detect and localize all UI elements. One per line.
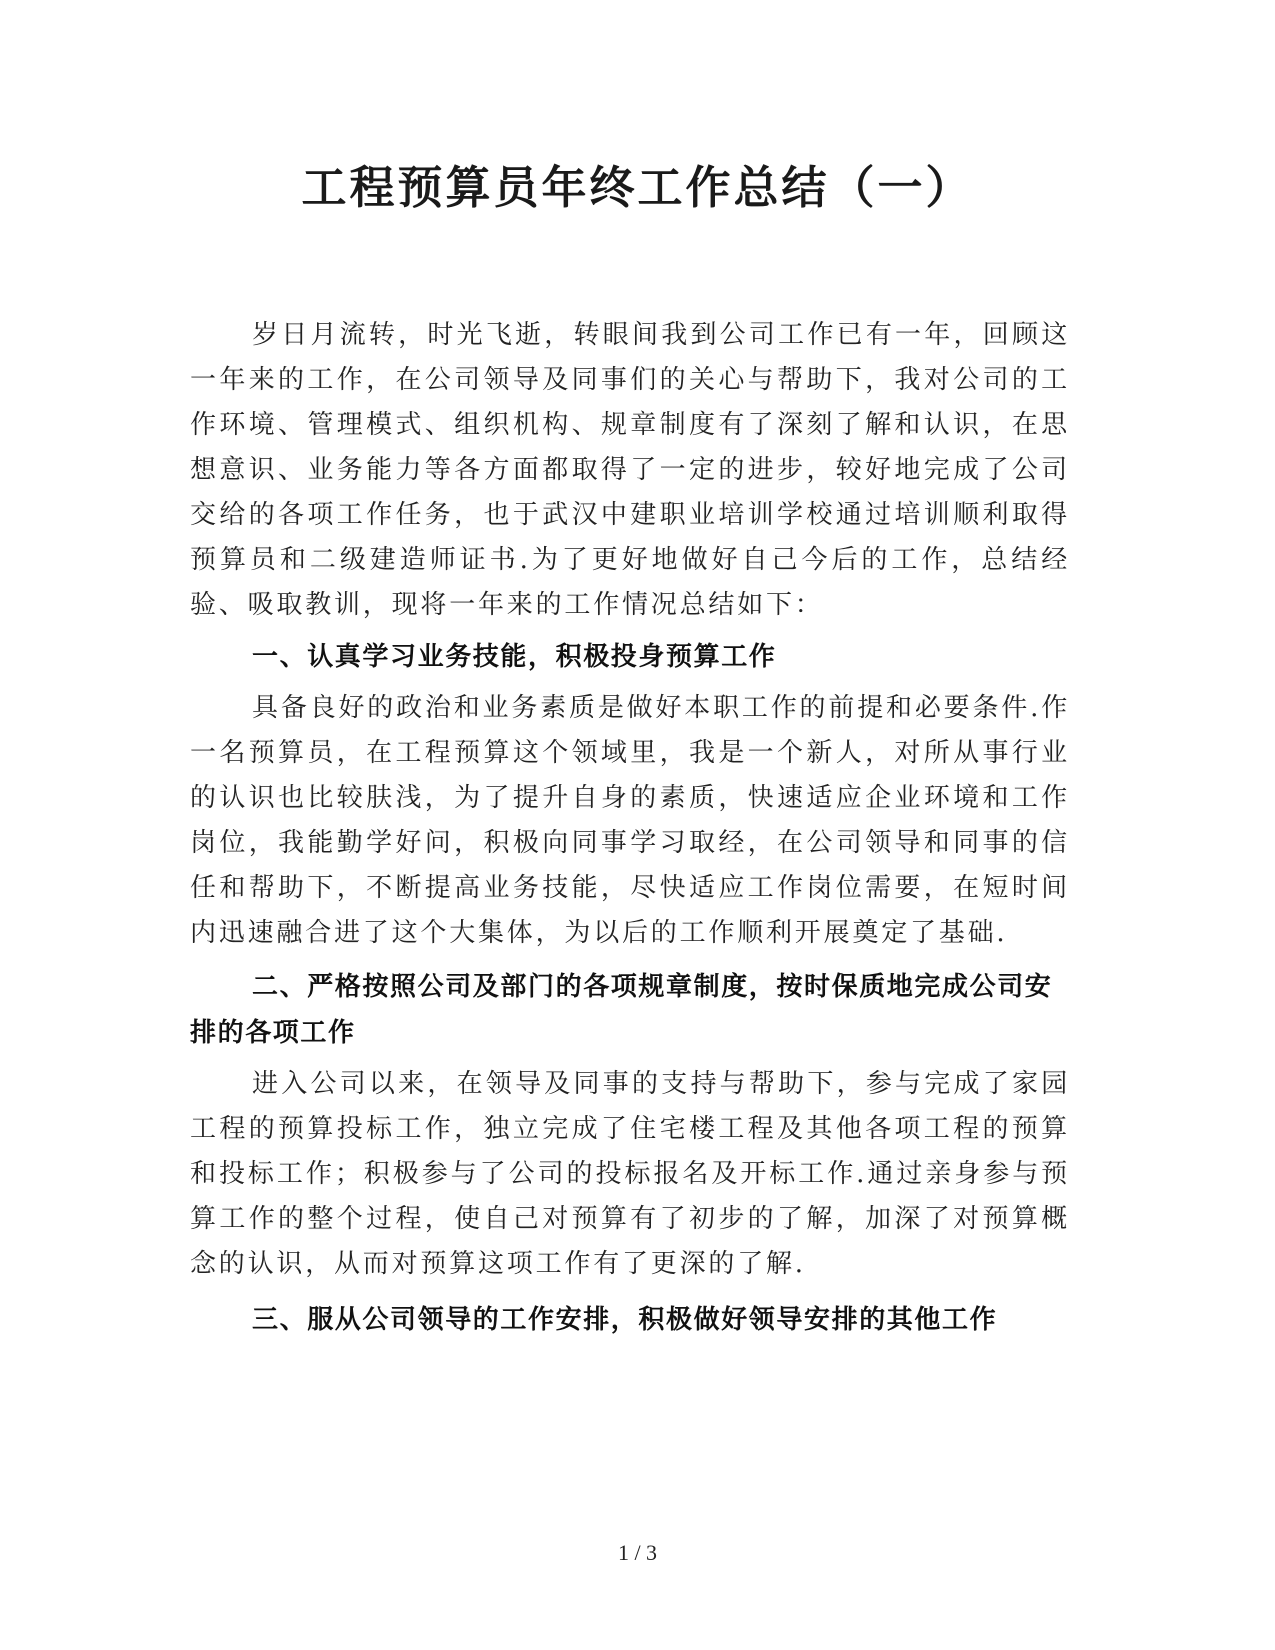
- document-body: [190, 313, 1070, 1343]
- intro-paragraph: 岁日月流转，时光飞逝，转眼间我到公司工作已有一年，回顾这一年来的工作，在公司领导及同事们的关心与帮助下，我对公司的工作环境、管理模式、组织机构、规章制度有了深刻了解和认识，在思想意识、业务能力等各方面都取得了一定的进步，较好地完成了公司交给的各项工作任务，也于武汉中建职业培训学校通过培训顺利取得预算员和二级建造师证书.为了更好地做好自己今后的工作，总结经验、吸取教训，现将一年来的工作情况总结如下：: [190, 320, 1070, 620]
- page-number: 1 / 3: [617, 1540, 658, 1565]
- section-1-heading: 一、认真学习业务技能，积极投身预算工作: [252, 642, 777, 672]
- document-title: 工程预算员年终工作总结（一）: [301, 161, 974, 214]
- section-2-paragraph: 进入公司以来，在领导及同事的支持与帮助下，参与完成了家园工程的预算投标工作，独立完成了住宅楼工程及其他各项工程的预算和投标工作；积极参与了公司的投标报名及开标工作.通过亲身参与预算工作的整个过程，使自己对预算有了初步的了解，加深了对预算概念的认识，从而对预算这项工作有了更深的了解.: [190, 1069, 1070, 1279]
- section-2-heading: 二、严格按照公司及部门的各项规章制度，按时保质地完成公司安排的各项工作: [190, 972, 1053, 1048]
- section-3-heading: 三、服从公司领导的工作安排，积极做好领导安排的其他工作: [252, 1305, 998, 1335]
- section-1-paragraph: 具备良好的政治和业务素质是做好本职工作的前提和必要条件.作一名预算员，在工程预算这个领域里，我是一个新人，对所从事行业的认识也比较肤浅，为了提升自身的素质，快速适应企业环境和工作岗位，我能勤学好问，积极向同事学习取经，在公司领导和同事的信任和帮助下，不断提高业务技能，尽快适应工作岗位需要，在短时间内迅速融合进了这个大集体，为以后的工作顺利开展奠定了基础.: [190, 693, 1070, 948]
